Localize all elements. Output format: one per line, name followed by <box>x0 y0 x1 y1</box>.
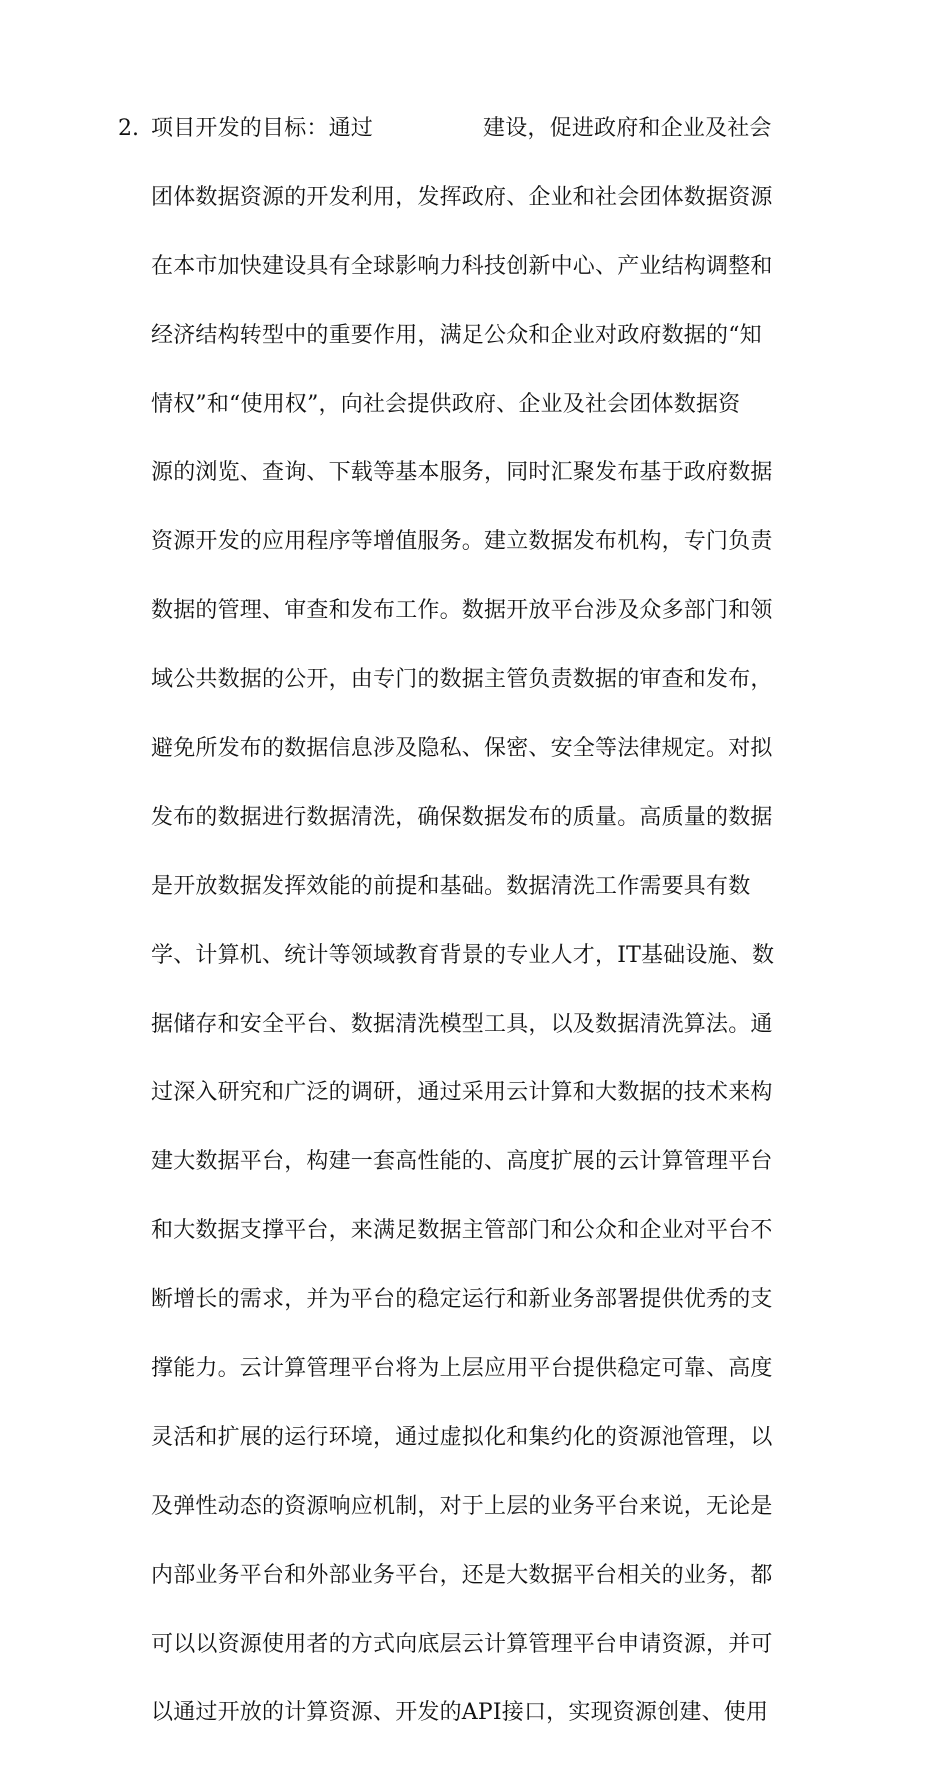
paragraph-line: 断增长的需求，并为平台的稳定运行和新业务部署提供优秀的支 <box>151 1287 773 1313</box>
paragraph-line: 学、计算机、统计等领域教育背景的专业人才，IT基础设施、数 <box>151 942 775 968</box>
paragraph-line: 数据的管理、审查和发布工作。数据开放平台涉及众多部门和领 <box>151 598 773 624</box>
paragraph-line: 建大数据平台，构建一套高性能的、高度扩展的云计算管理平台 <box>151 1149 773 1175</box>
line-1-text-after-gap: 建设，促进政府和企业及社会 <box>483 116 772 141</box>
paragraph-line: 资源开发的应用程序等增值服务。建立数据发布机构，专门负责 <box>151 529 773 555</box>
paragraph-line: 以通过开放的计算资源、开发的API接口，实现资源创建、使用 <box>151 1700 769 1726</box>
paragraph-line: 域公共数据的公开，由专门的数据主管负责数据的审查和发布， <box>151 667 773 693</box>
paragraph-line: 源的浏览、查询、下载等基本服务，同时汇聚发布基于政府数据 <box>151 460 773 486</box>
line-1-text-before-gap: 项目开发的目标：通过 <box>151 116 374 141</box>
paragraph-line: 在本市加快建设具有全球影响力科技创新中心、产业结构调整和 <box>151 253 773 279</box>
paragraph-line: 过深入研究和广泛的调研，通过采用云计算和大数据的技术来构 <box>151 1080 773 1106</box>
paragraph-line: 团体数据资源的开发利用，发挥政府、企业和社会团体数据资源 <box>151 184 773 210</box>
paragraph-line: 据储存和安全平台、数据清洗模型工具，以及数据清洗算法。通 <box>151 1011 773 1037</box>
paragraph-line: 避免所发布的数据信息涉及隐私、保密、安全等法律规定。对拟 <box>151 736 773 762</box>
list-item-number: 2. <box>118 116 139 141</box>
paragraph-line: 内部业务平台和外部业务平台，还是大数据平台相关的业务，都 <box>151 1562 773 1588</box>
paragraph-line: 撑能力。云计算管理平台将为上层应用平台提供稳定可靠、高度 <box>151 1356 773 1382</box>
paragraph-line: 及弹性动态的资源响应机制，对于上层的业务平台来说，无论是 <box>151 1493 773 1519</box>
paragraph <box>151 113 841 1766</box>
paragraph-line: 经济结构转型中的重要作用，满足公众和企业对政府数据的“知 <box>151 322 762 348</box>
paragraph-line: 情权”和“使用权”，向社会提供政府、企业及社会团体数据资 <box>151 391 741 417</box>
paragraph-line: 发布的数据进行数据清洗，确保数据发布的质量。高质量的数据 <box>151 804 773 830</box>
paragraph-line: 和大数据支撑平台，来满足数据主管部门和公众和企业对平台不 <box>151 1218 773 1244</box>
paragraph-line: 是开放数据发挥效能的前提和基础。数据清洗工作需要具有数 <box>151 873 751 899</box>
paragraph-line-1 <box>151 113 841 145</box>
paragraph-line: 可以以资源使用者的方式向底层云计算管理平台申请资源，并可 <box>151 1631 773 1657</box>
paragraph-line: 灵活和扩展的运行环境，通过虚拟化和集约化的资源池管理，以 <box>151 1424 773 1450</box>
